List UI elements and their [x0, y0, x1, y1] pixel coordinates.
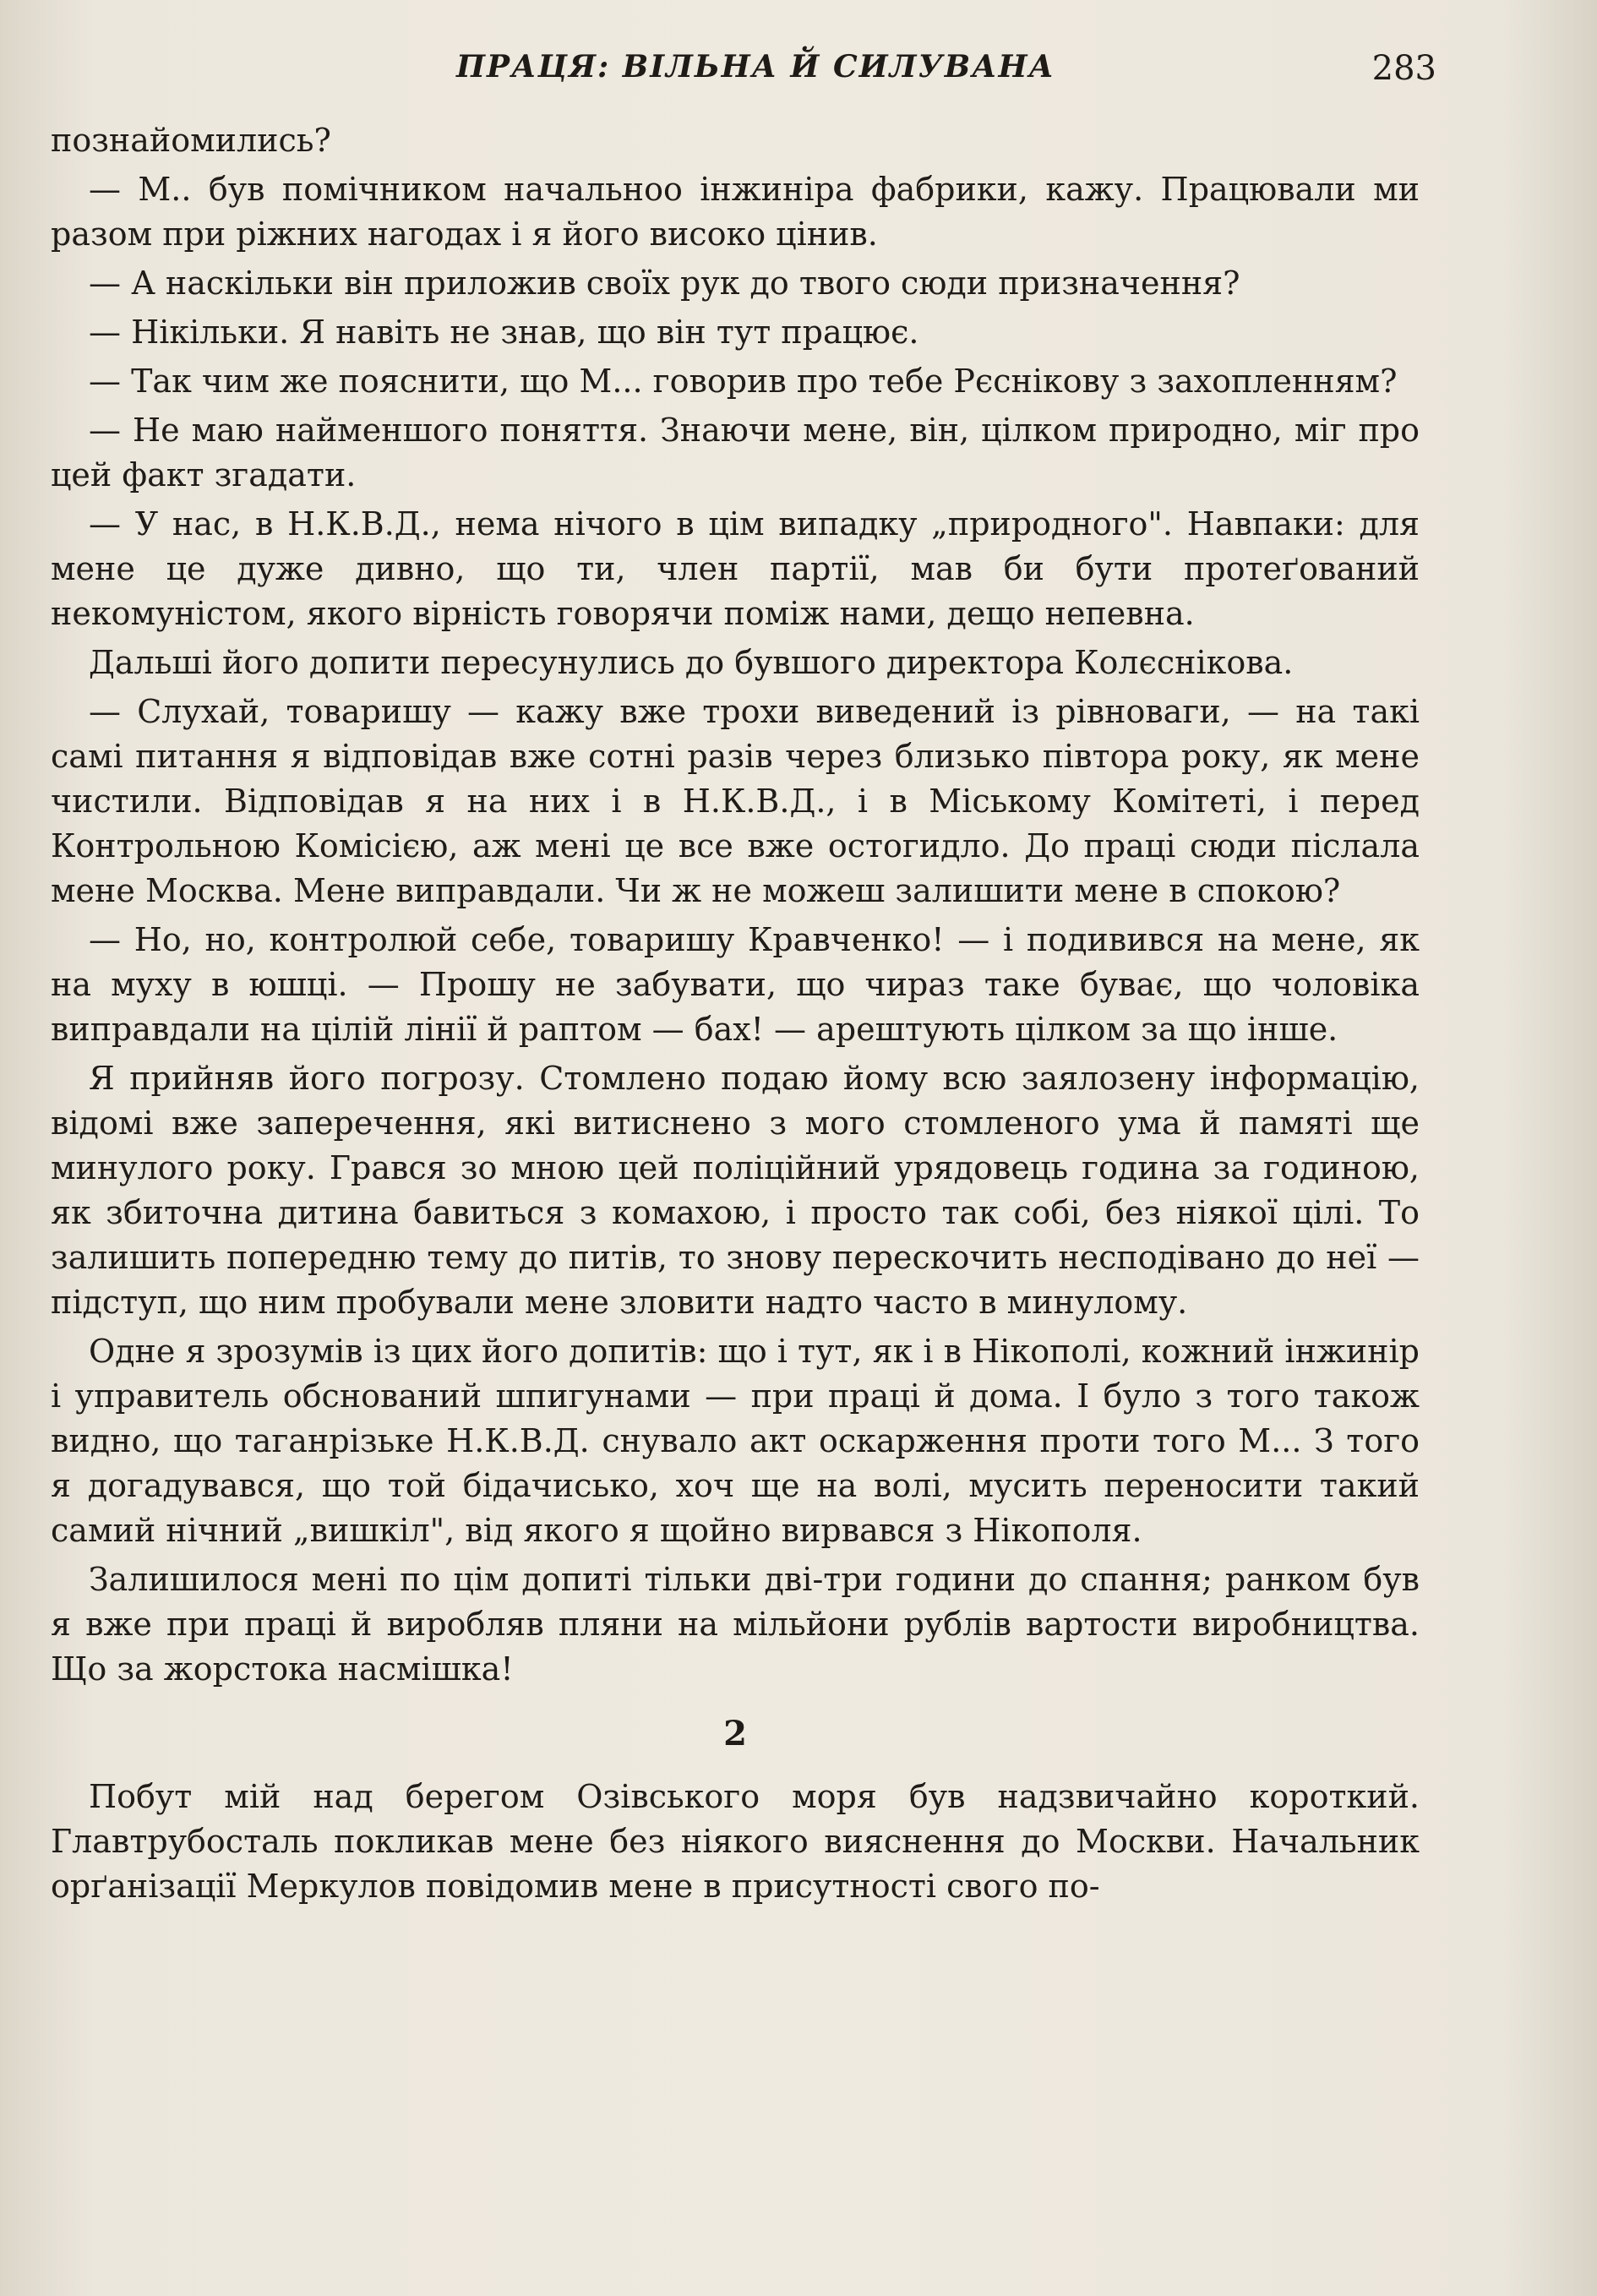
page-body — [51, 118, 1420, 1913]
running-title: ПРАЦЯ: ВІЛЬНА Й СИЛУВАНА — [456, 49, 1055, 85]
paragraph: — Так чим же пояснити, що М... говорив про тебе Рєснікову з захопленням? — [89, 363, 1398, 400]
paragraph: познайомились? — [51, 122, 331, 159]
paragraph: — Но, но, контролюй себе, товаришу Кравченко! — і подивився на мене, як на муху в юшці. — Прошу не забувати, що чиpаз таке буває, що чоловіка виправдали на цілій лінії й раптом — бах! — арештують цілком за що інше. — [51, 921, 1420, 1048]
paragraph: Залишилося мені по цім допиті тільки дві-три години до спання; ранком був я вже при праці й виробляв пляни на мільйони рублів вартости виробництва. Що за жорстока насмішка! — [51, 1561, 1420, 1688]
paragraph: Я прийняв його погрозу. Стомлено подаю йому всю заялозену інформацію, відомі вже заперечення, які витиснено з мого стомленого ума й памяті ще минулого року. Грався зо мною цей поліційний урядовець година за годиною, як збиточна дитина бавиться з комахою, і просто так собі, без ніякої цілі. То залишить попередню тему до питів, то знову перескочить несподівано до неї — підступ, що ним пробували мене зловити надто часто в минулому. — [51, 1060, 1420, 1321]
paragraph: Побут мій над берегом Озівського моря був надзвичайно короткий. Главтрубосталь покликав мене без ніякого вияснення до Москви. Начальник орґанізації Меркулов повідомив мене в присутності свого по- — [51, 1778, 1420, 1905]
section-number: 2 — [723, 1714, 747, 1753]
paragraph: — Не маю найменшого поняття. Знаючи мене, він, цілком природно, міг про цей факт згадати. — [51, 412, 1420, 494]
paragraph: Одне я зрозумів із цих його допитів: що і тут, як і в Нікополі, кожний інжинір і управитель обснований шпигунами — при праці й дома. І було з того також видно, що таганрізьке Н.К.В.Д. снувало акт оскарження проти того М... З того я догадувався, що той бідачисько, хоч ще на волі, мусить переносити такий самий нічний „вишкіл", від якого я щойно вирвався з Нікополя. — [51, 1333, 1420, 1549]
paragraph: — Слухай, товаришу — кажу вже трохи виведений із рівноваги, — на такі самі питання я відповідав вже сотні разів через близько півтора року, як мене чистили. Відповідав я на них і в Н.К.В.Д., і в Міському Комітеті, і перед Контрольною Комісією, аж мені це все вже остогидло. До праці сюди післала мене Москва. Мене виправдали. Чи ж не можеш залишити мене в спокою? — [51, 693, 1420, 909]
paragraph: Дальші його допити пересунулись до бувшого директора Колєснікова. — [89, 644, 1294, 681]
paragraph: — У нас, в Н.К.В.Д., нема нічого в цім випадку „природного". Навпаки: для мене це дуже дивно, що ти, член партії, мав би бути протеґований некомуністом, якого вірність говорячи поміж нами, дещо непевна. — [51, 505, 1420, 632]
paragraph: — Нікільки. Я навіть не знав, що він тут працює. — [89, 314, 919, 351]
paragraph: — А наскільки він приложив своїх рук до твого сюди призначення? — [89, 265, 1240, 302]
page-number: 283 — [1371, 49, 1436, 88]
paragraph: — М.. був помічником начальноо інжиніра фабрики, кажу. Працювали ми разом при ріжних нагодах і я його високо цінив. — [51, 171, 1420, 253]
page-header — [59, 49, 1445, 100]
